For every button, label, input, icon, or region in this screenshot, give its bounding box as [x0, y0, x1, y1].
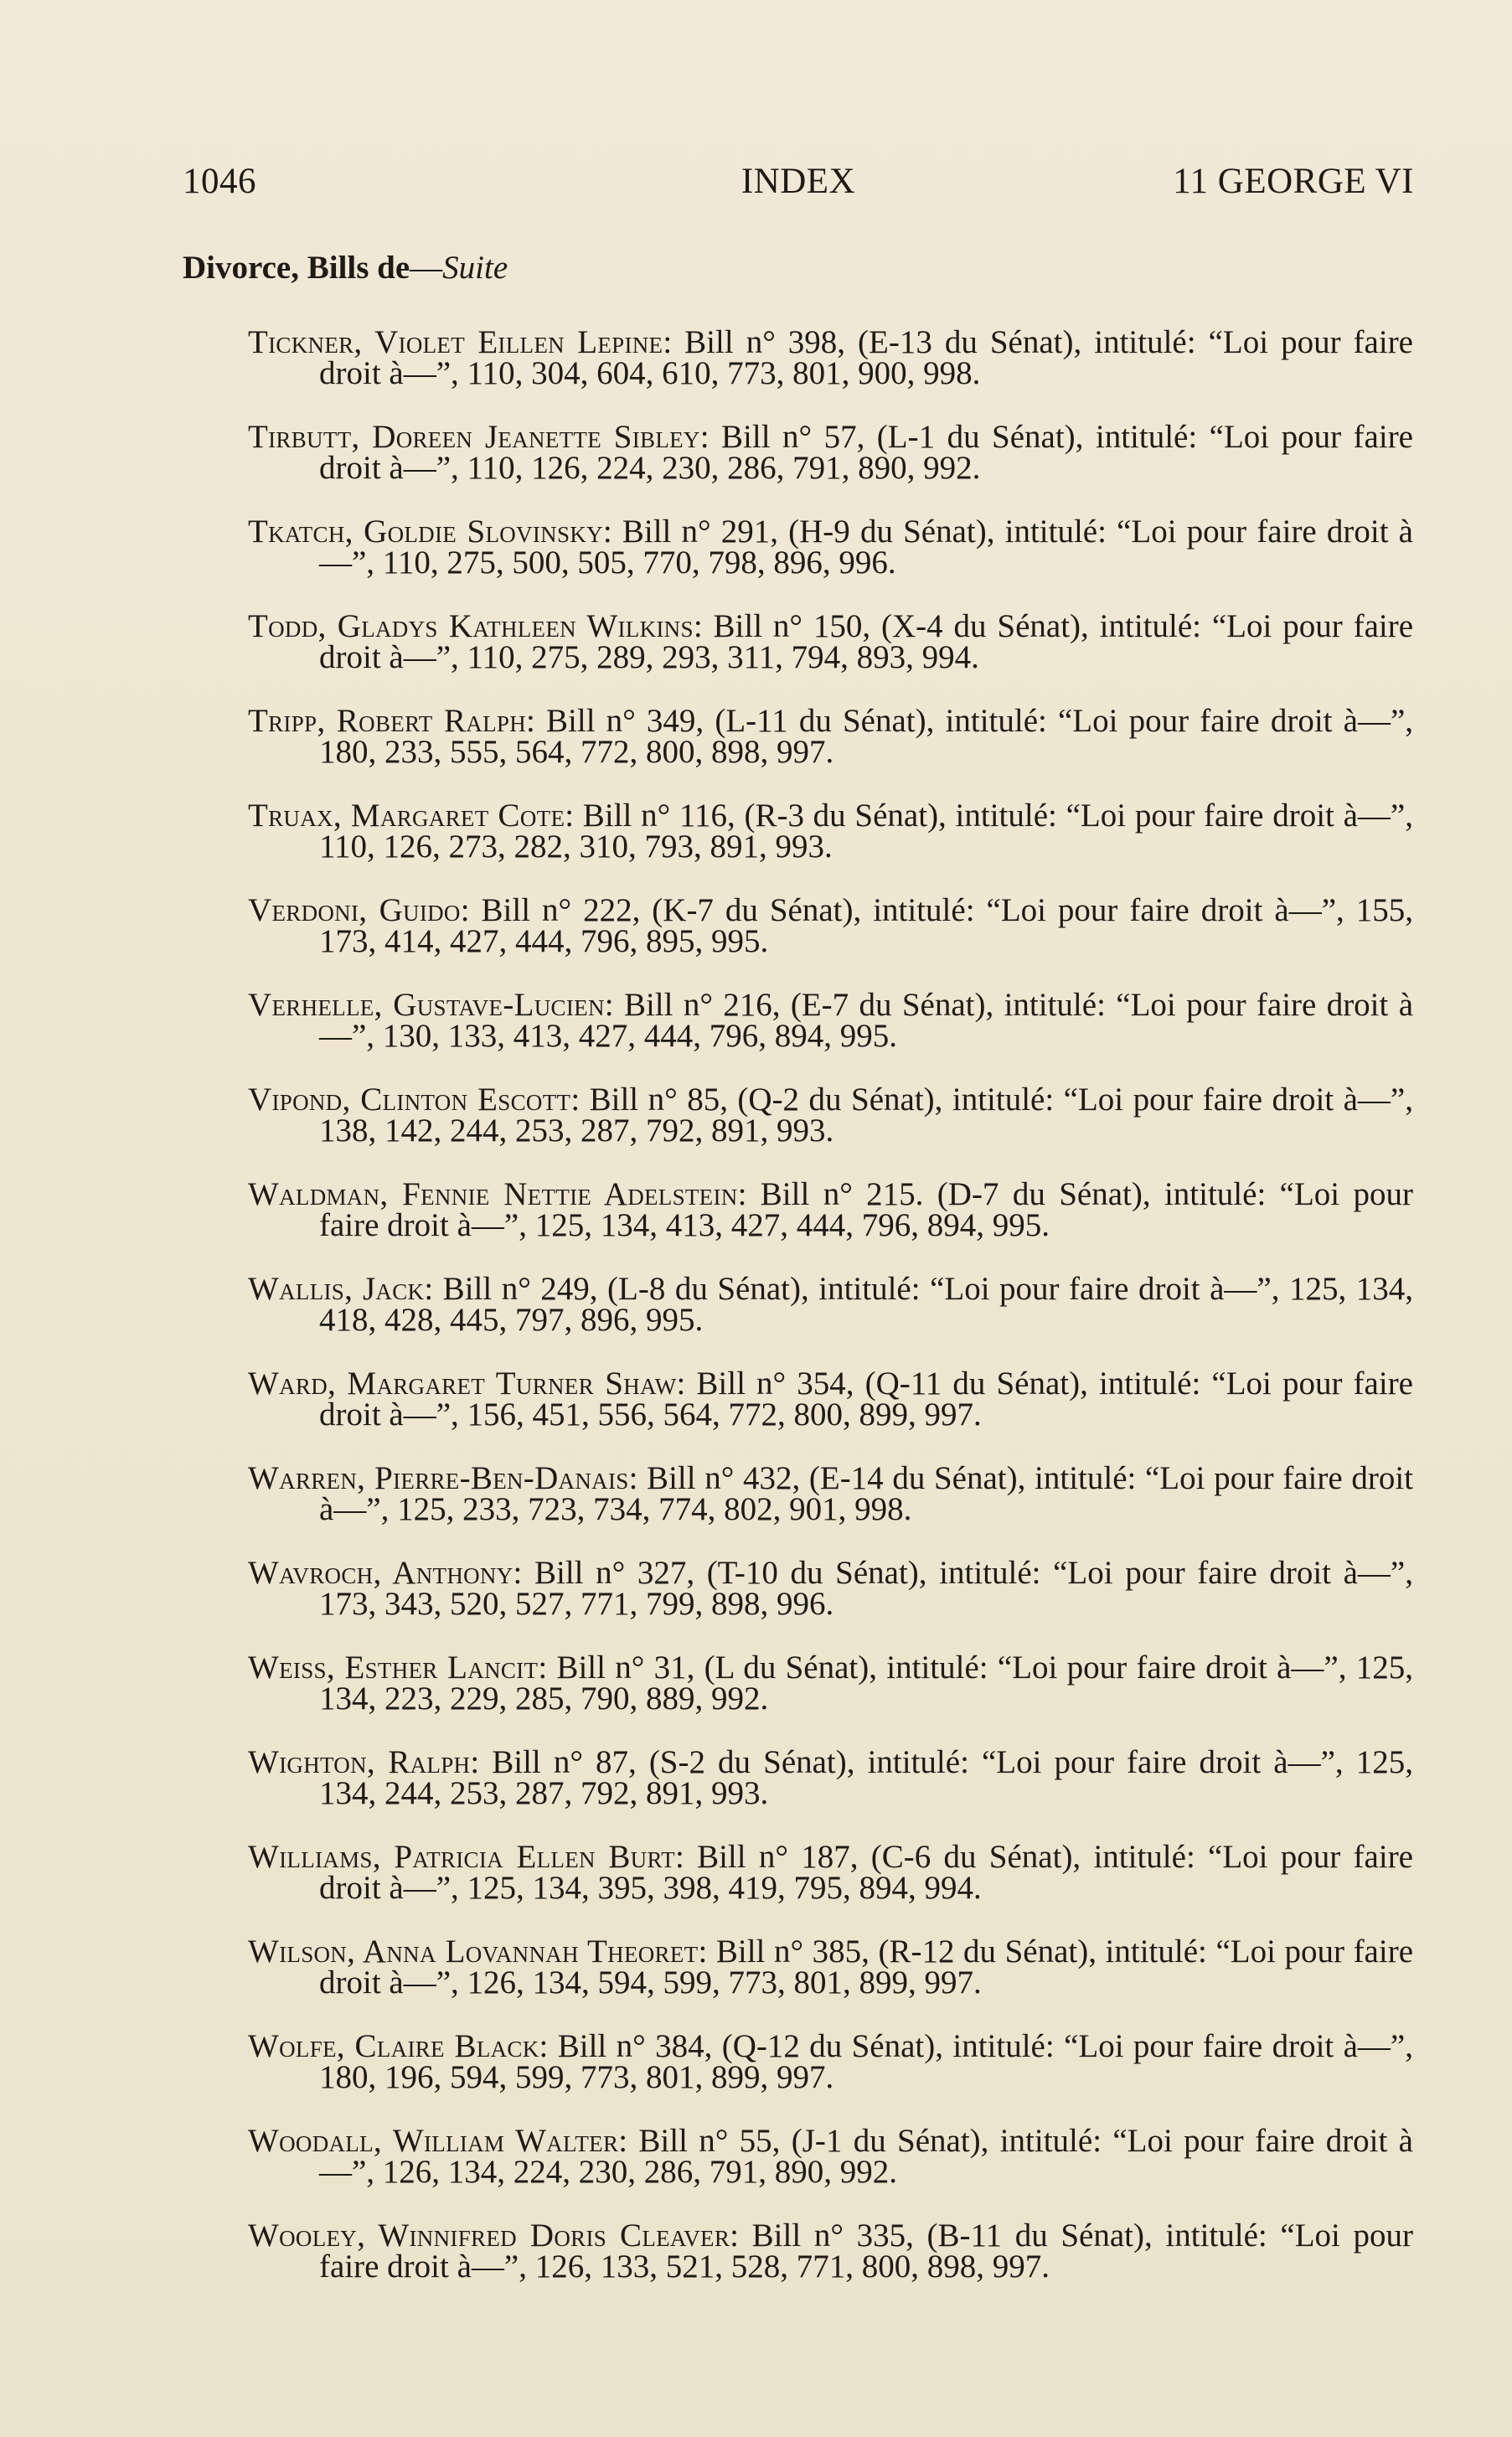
entry-name: Wooley, Winnifred Doris Cleaver — [248, 2218, 730, 2254]
index-entry — [248, 419, 1413, 486]
entry-text: : Bill n° 432, (E-14 du Sénat), intitulé: “Loi pour faire droit à—”, 125, 233, 723, 734, 774, 802, 901, 998. — [319, 1460, 1414, 1527]
entry-text: : Bill n° 291, (H-9 du Sénat), intitulé: “Loi pour faire droit à—”, 110, 275, 500, 505, 770, 798, 896, 996. — [319, 514, 1413, 581]
page-header — [183, 161, 1414, 211]
index-entry — [248, 1934, 1413, 2001]
entry-name: Tripp, Robert Ralph — [248, 703, 527, 739]
entry-name: Wighton, Ralph — [248, 1744, 471, 1780]
section-heading — [183, 250, 508, 287]
index-entry — [248, 1176, 1413, 1243]
entry-name: Todd, Gladys Kathleen Wilkins — [248, 608, 694, 644]
entry-text: : Bill n° 116, (R-3 du Sénat), intitulé: “Loi pour faire droit à—”, 110, 126, 273, 282, 310, 793, 891, 993. — [319, 798, 1413, 865]
entry-name: Verhelle, Gustave-Lucien — [248, 987, 605, 1023]
entry-name: Williams, Patricia Ellen Burt — [248, 1839, 675, 1875]
entry-name: Wallis, Jack — [248, 1271, 425, 1307]
entry-name: Verdoni, Guido — [248, 892, 461, 928]
entry-text: : Bill n° 87, (S-2 du Sénat), intitulé: “Loi pour faire droit à—”, 125, 134, 244, 253, 287, 792, 891, 993. — [319, 1744, 1413, 1811]
entry-text: : Bill n° 222, (K-7 du Sénat), intitulé: “Loi pour faire droit à—”, 155, 173, 414, 427, 444, 796, 895, 995. — [319, 892, 1413, 959]
entry-text: : Bill n° 385, (R-12 du Sénat), intitulé: “Loi pour faire droit à—”, 126, 134, 594, 599, 773, 801, 899, 997. — [319, 1934, 1413, 2001]
entry-text: : Bill n° 187, (C-6 du Sénat), intitulé: “Loi pour faire droit à—”, 125, 134, 395, 398, 419, 795, 894, 994. — [319, 1839, 1413, 1906]
index-entry — [248, 892, 1413, 959]
index-entry — [248, 608, 1414, 675]
reign-label: 11 GEORGE VI — [1173, 162, 1414, 201]
index-entry — [248, 2218, 1414, 2285]
index-entry — [248, 324, 1413, 391]
index-entry — [248, 1744, 1413, 1811]
entry-name: Woodall, William Walter — [248, 2123, 619, 2159]
index-entry — [248, 1271, 1413, 1338]
entry-name: Waldman, Fennie Nettie Adelstein — [248, 1176, 738, 1212]
entry-name: Tickner, Violet Eillen Lepine — [248, 324, 663, 360]
index-entry — [248, 2028, 1413, 2095]
index-entry — [248, 987, 1414, 1054]
entry-name: Warren, Pierre-Ben-Danais — [248, 1460, 629, 1496]
heading-dash: — — [410, 250, 443, 286]
page-number: 1046 — [183, 162, 256, 201]
index-entry — [248, 1555, 1413, 1622]
entry-text: : Bill n° 215. (D-7 du Sénat), intitulé: “Loi pour faire droit à—”, 125, 134, 413, 427, 444, 796, 894, 995. — [319, 1176, 1413, 1243]
entry-name: Tkatch, Goldie Slovinsky — [248, 514, 603, 550]
entry-text: : Bill n° 398, (E-13 du Sénat), intitulé: “Loi pour faire droit à—”, 110, 304, 604, 610, 773, 801, 900, 998. — [319, 324, 1413, 391]
entry-name: Wavroch, Anthony — [248, 1555, 513, 1591]
entry-text: : Bill n° 55, (J-1 du Sénat), intitulé: “Loi pour faire droit à—”, 126, 134, 224, 230, 286, 791, 890, 992. — [319, 2123, 1413, 2190]
index-entry — [248, 514, 1413, 581]
entry-text: : Bill n° 327, (T-10 du Sénat), intitulé: “Loi pour faire droit à—”, 173, 343, 520, 527, 771, 799, 898, 996. — [319, 1555, 1413, 1622]
entry-name: Wilson, Anna Lovannah Theoret — [248, 1934, 699, 1970]
entry-text: : Bill n° 335, (B-11 du Sénat), intitulé: “Loi pour faire droit à—”, 126, 133, 521, 528, 771, 800, 898, 997. — [319, 2218, 1414, 2285]
entry-name: Tirbutt, Doreen Jeanette Sibley — [248, 419, 700, 455]
index-entry — [248, 1839, 1413, 1906]
entry-text: : Bill n° 354, (Q-11 du Sénat), intitulé: “Loi pour faire droit à—”, 156, 451, 556, 564, 772, 800, 899, 997. — [319, 1366, 1413, 1433]
entry-name: Truax, Margaret Cote — [248, 798, 565, 834]
entry-text: : Bill n° 384, (Q-12 du Sénat), intitulé: “Loi pour faire droit à—”, 180, 196, 594, 599, 773, 801, 899, 997. — [319, 2028, 1413, 2095]
entry-text: : Bill n° 31, (L du Sénat), intitulé: “Loi pour faire droit à—”, 125, 134, 223, 229, 285, 790, 889, 992. — [319, 1650, 1413, 1717]
entry-text: : Bill n° 349, (L-11 du Sénat), intitulé: “Loi pour faire droit à—”, 180, 233, 555, 564, 772, 800, 898, 997. — [319, 703, 1414, 770]
index-entries — [0, 294, 1512, 2312]
entry-text: : Bill n° 249, (L-8 du Sénat), intitulé: “Loi pour faire droit à—”, 125, 134, 418, 428, 445, 797, 896, 995. — [319, 1271, 1413, 1338]
index-entry — [248, 1082, 1413, 1149]
entry-text: : Bill n° 85, (Q-2 du Sénat), intitulé: “Loi pour faire droit à—”, 138, 142, 244, 253, 287, 792, 891, 993. — [319, 1082, 1413, 1149]
running-title: INDEX — [741, 162, 856, 201]
index-entry — [248, 1650, 1413, 1717]
entry-name: Weiss, Esther Lancit — [248, 1650, 539, 1686]
entry-name: Wolfe, Claire Black — [248, 2028, 539, 2064]
entry-name: Vipond, Clinton Escott — [248, 1082, 571, 1118]
index-entry — [248, 1460, 1414, 1527]
entry-text: : Bill n° 150, (X-4 du Sénat), intitulé: “Loi pour faire droit à—”, 110, 275, 289, 293, 311, 794, 893, 994. — [319, 608, 1414, 675]
index-entry — [248, 2123, 1413, 2190]
entry-text: : Bill n° 57, (L-1 du Sénat), intitulé: “Loi pour faire droit à—”, 110, 126, 224, 230, 286, 791, 890, 992. — [319, 419, 1413, 486]
entry-name: Ward, Margaret Turner Shaw — [248, 1366, 677, 1402]
section-heading-title: Divorce, Bills de — [183, 250, 410, 286]
entry-text: : Bill n° 216, (E-7 du Sénat), intitulé: “Loi pour faire droit à—”, 130, 133, 413, 427, 444, 796, 894, 995. — [319, 987, 1414, 1054]
index-entry — [248, 1366, 1413, 1433]
section-heading-suite: Suite — [442, 250, 508, 286]
index-entry — [248, 703, 1414, 770]
index-entry — [248, 798, 1413, 865]
